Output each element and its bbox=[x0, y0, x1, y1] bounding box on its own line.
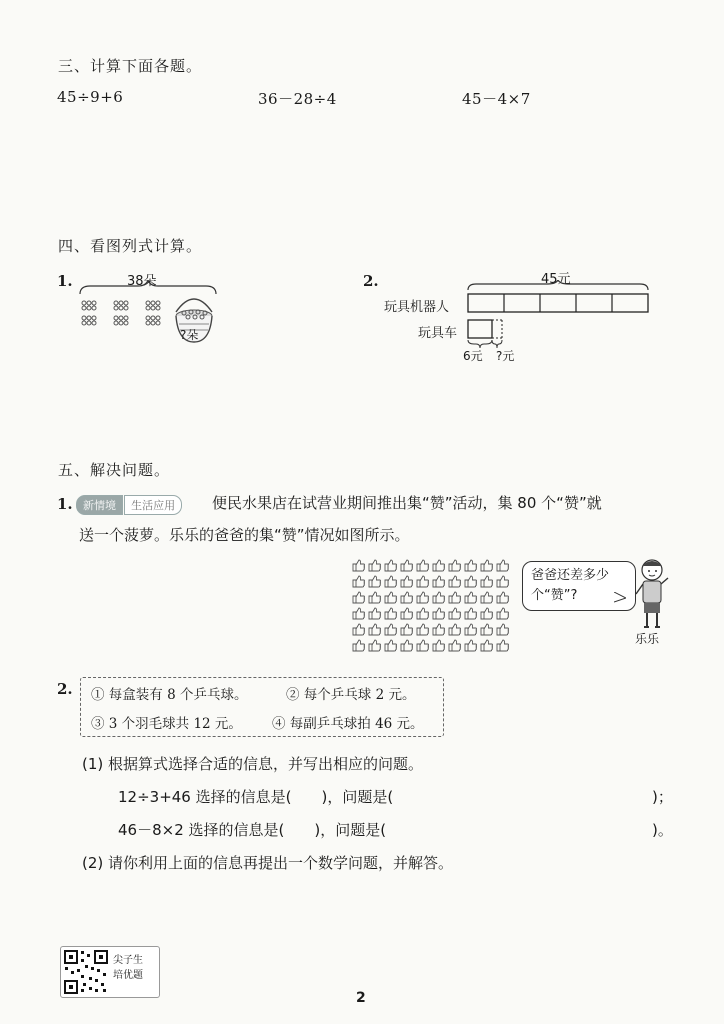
info-1: ① 每盒装有 8 个乒乓球。 bbox=[91, 687, 248, 703]
expression-1: 45÷9+6 bbox=[57, 88, 124, 106]
qr-code-icon[interactable] bbox=[63, 949, 109, 995]
child-figure-icon bbox=[630, 556, 674, 632]
car-label: 玩具车 bbox=[418, 326, 458, 341]
qr-caption-line-2: 培优题 bbox=[113, 970, 143, 981]
brace-icon bbox=[80, 280, 216, 294]
info-4: ④ 每副乒乓球拍 46 元。 bbox=[272, 716, 424, 732]
difference-label: ?元 bbox=[496, 349, 515, 363]
flower-diagram bbox=[76, 280, 226, 350]
part-1-expression-2-end: )。 bbox=[652, 821, 673, 839]
likes-grid bbox=[352, 558, 512, 658]
flower-icon bbox=[114, 316, 128, 325]
flower-icon bbox=[82, 301, 96, 310]
flower-icon bbox=[146, 316, 160, 325]
expression-3: 45－4×7 bbox=[462, 90, 531, 108]
speech-line-1: 爸爸还差多少 bbox=[531, 568, 610, 583]
part-1-expression-1-end: )； bbox=[652, 788, 673, 806]
toy-total-label: 45元 bbox=[541, 272, 571, 287]
q4-1-number: 1. bbox=[57, 272, 73, 290]
flower-icon bbox=[146, 301, 160, 310]
life-application-badge: 生活应用 bbox=[124, 495, 182, 515]
expression-2: 36－28÷4 bbox=[258, 90, 337, 108]
q5-1-number: 1. bbox=[57, 495, 73, 513]
bar-diagram bbox=[466, 280, 652, 350]
car-price-label: 6元 bbox=[463, 349, 483, 363]
section-4-title: 四、看图列式计算。 bbox=[58, 237, 203, 255]
info-3: ③ 3 个羽毛球共 12 元。 bbox=[91, 716, 242, 732]
part-1-expression-2: 46－8×2 选择的信息是( )，问题是( bbox=[118, 821, 387, 839]
flower-icon bbox=[82, 316, 96, 325]
problem-tags bbox=[76, 494, 182, 515]
brace-icon bbox=[468, 280, 648, 290]
q5-2-number: 2. bbox=[57, 680, 73, 698]
qr-caption bbox=[113, 953, 143, 983]
thumbs-up-icon bbox=[353, 560, 509, 651]
section-3-title: 三、计算下面各题。 bbox=[58, 57, 203, 75]
page-number: 2 bbox=[356, 990, 366, 1006]
flower-total-label: 38朵 bbox=[127, 274, 157, 289]
flower-icon bbox=[114, 301, 128, 310]
part-2-instruction: (2) 请你利用上面的信息再提出一个数学问题，并解答。 bbox=[82, 854, 454, 872]
child-name: 乐乐 bbox=[635, 632, 660, 646]
q5-1-text-line1: 便民水果店在试营业期间推出集“赞”活动，集 80 个“赞”就 bbox=[212, 494, 602, 512]
info-2: ② 每个乒乓球 2 元。 bbox=[286, 687, 416, 703]
speech-tail-icon bbox=[614, 592, 626, 604]
robot-label: 玩具机器人 bbox=[384, 300, 450, 315]
qr-caption-line-1: 尖子生 bbox=[113, 955, 143, 966]
basket-unknown-label: ?朵 bbox=[180, 328, 199, 342]
speech-line-2: 个“赞”? bbox=[531, 588, 578, 604]
q4-2-number: 2. bbox=[363, 272, 379, 290]
part-1-expression-1: 12÷3+46 选择的信息是( )，问题是( bbox=[118, 788, 394, 806]
part-1-instruction: (1) 根据算式选择合适的信息，并写出相应的问题。 bbox=[82, 755, 424, 773]
q5-1-text-line2: 送一个菠萝。乐乐的爸爸的集“赞”情况如图所示。 bbox=[79, 526, 410, 544]
section-5-title: 五、解决问题。 bbox=[58, 461, 171, 479]
new-context-badge: 新情境 bbox=[76, 495, 123, 515]
